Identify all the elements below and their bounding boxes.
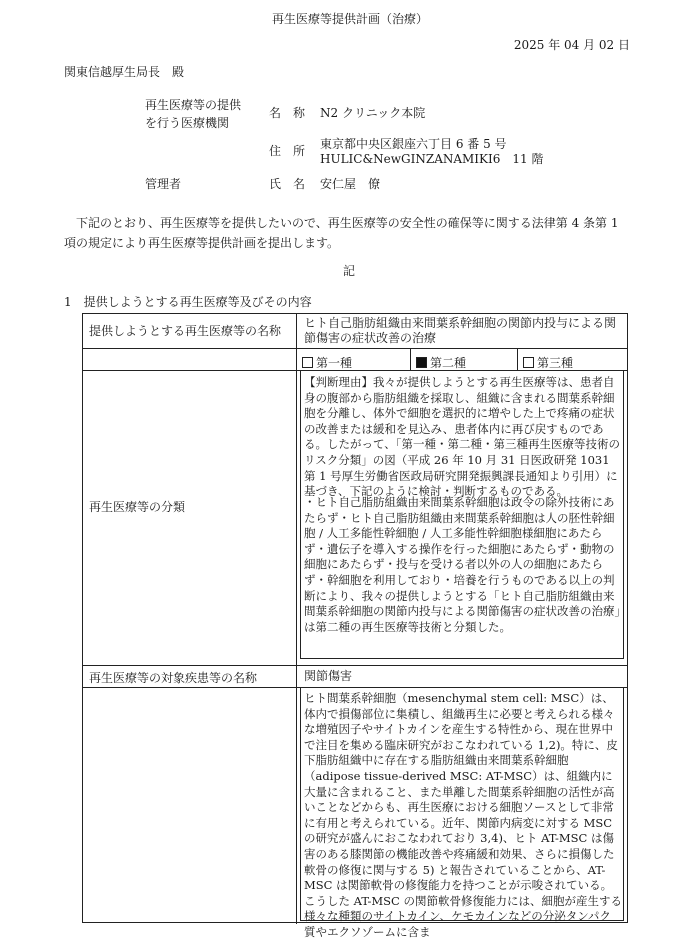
class-option-label: 第一種	[316, 356, 353, 370]
submission-date: 2025 年 04 月 02 日	[513, 38, 630, 52]
checkbox-checked-icon	[416, 357, 427, 368]
intro-paragraph: 下記のとおり、再生医療等を提供したいので、再生医療等の安全性の確保等に関する法律第 4 条第 1 項の規定により再生医療等提供計画を提出します。	[64, 216, 619, 250]
provider-org-label-2: を行う医療機関	[145, 116, 230, 130]
reason-paragraph-1: 【判断理由】我々が提供しようとする再生医療等は、患者自身の腹部から脂肪組織を採取し、組織に含まれる間葉系幹細胞を分離し、体外で細胞を選択的に増やした上で疼痛の症状の改善または緩和を見込み、患者体内に再び戻すものである。したがって、「第一種・第二種・第三種再生医療等技術のリスク分類」の図（平成 26 年 10 月 31 日医政研発 1031 第 1 号厚生労働省医政局研究開発振興課長通知より引用）に基づき、下記のように検討・判断するものである。	[304, 375, 621, 499]
manager-label: 管理者	[145, 177, 182, 191]
class-option-label: 第三種	[537, 356, 574, 370]
section-1-heading: 1 提供しようとする再生医療等及びその内容	[64, 295, 312, 309]
addressee: 関東信越厚生局長 殿	[64, 65, 185, 79]
checkbox-icon	[523, 357, 534, 368]
provider-org-label-1: 再生医療等の提供	[145, 98, 242, 112]
document-title: 再生医療等提供計画（治療）	[271, 12, 428, 26]
address-label: 住 所	[269, 144, 306, 158]
class-option-2[interactable]	[416, 354, 466, 371]
row-divider	[83, 665, 627, 666]
background-text: ヒト間葉系幹細胞（mesenchymal stem cell: MSC）は、体内で損傷部位に集積し、組織再生に必要と考えられる様々な増殖因子やサイトカインを産生する特性から、現在世界中で注目を集める臨床研究がおこなわれている 1,2)。特に、皮下脂肪組織中に存在する脂肪組織由来間葉系幹細胞（adipose tissue-derived MSC: AT-MSC）は、組織内に大量に含まれること、また単離した間葉系幹細胞の活性が高いことなどからも、再生医療における細胞ソースとして非常に有用と考えられている。近年、関節内病変に対する MSC の研究が盛んにおこなわれており 3,4)、ヒト AT-MSC は傷害のある膝関節の機能改善や疼痛緩和効果、さらに損傷した軟骨の修復に関与する 5) と報告されていることから、AT-MSC は関節軟骨の修復能力を持つことが示唆されている。こうした AT-MSC の関節軟骨修復能力には、細胞が産生する様々な種類のサイトカイン、ケモカインなどの分泌タンパク質やエクソゾームに含ま	[304, 691, 623, 939]
target-disease: 関節傷害	[304, 669, 353, 683]
person-name-label: 氏 名	[269, 177, 306, 191]
manager-name: 安仁屋 僚	[320, 177, 381, 191]
name-label: 名 称	[269, 106, 306, 120]
class-option-label: 第二種	[430, 356, 467, 370]
row-classification-label: 再生医療等の分類	[89, 500, 186, 514]
reason-paragraph-2: ・ヒト自己脂肪組織由来間葉系幹細胞は政令の除外技術にあたらず・ヒト自己脂肪組織由来間葉系幹細胞は人の胚性幹細胞 / 人工多能性幹細胞 / 人工多能性幹細胞様細胞にあたらず・遺伝子を導入する操作を行った細胞にあたらず・動物の細胞にあたらず・投与を受ける者以外の人の細胞にあたらず・幹細胞を利用しており・培養を行うものである以上の判断により、我々の提供しようとする「ヒト自己脂肪組織由来間葉系幹細胞の関節内投与による関節傷害の症状改善の治療」は第二種の再生医療等技術と分類した。	[304, 495, 621, 634]
class-option-1[interactable]	[302, 354, 352, 371]
ki-heading: 記	[343, 264, 356, 278]
row-disease-label: 再生医療等の対象疾患等の名称	[89, 671, 258, 685]
address-line-2: HULIC&NewGINZANAMIKI6 11 階	[320, 152, 544, 166]
column-divider	[296, 314, 297, 924]
classification-choices	[296, 348, 629, 370]
address-line-1: 東京都中央区銀座六丁目 6 番 5 号	[320, 137, 507, 151]
therapy-name: ヒト自己脂肪組織由来間葉系幹細胞の関節内投与による関節傷害の症状改善の治療	[304, 316, 617, 345]
checkbox-icon	[302, 357, 313, 368]
row-name-label: 提供しようとする再生医療等の名称	[89, 324, 282, 338]
clinic-name: N2 クリニック本院	[320, 106, 426, 120]
class-option-3[interactable]	[523, 354, 573, 371]
plan-table	[82, 313, 628, 939]
